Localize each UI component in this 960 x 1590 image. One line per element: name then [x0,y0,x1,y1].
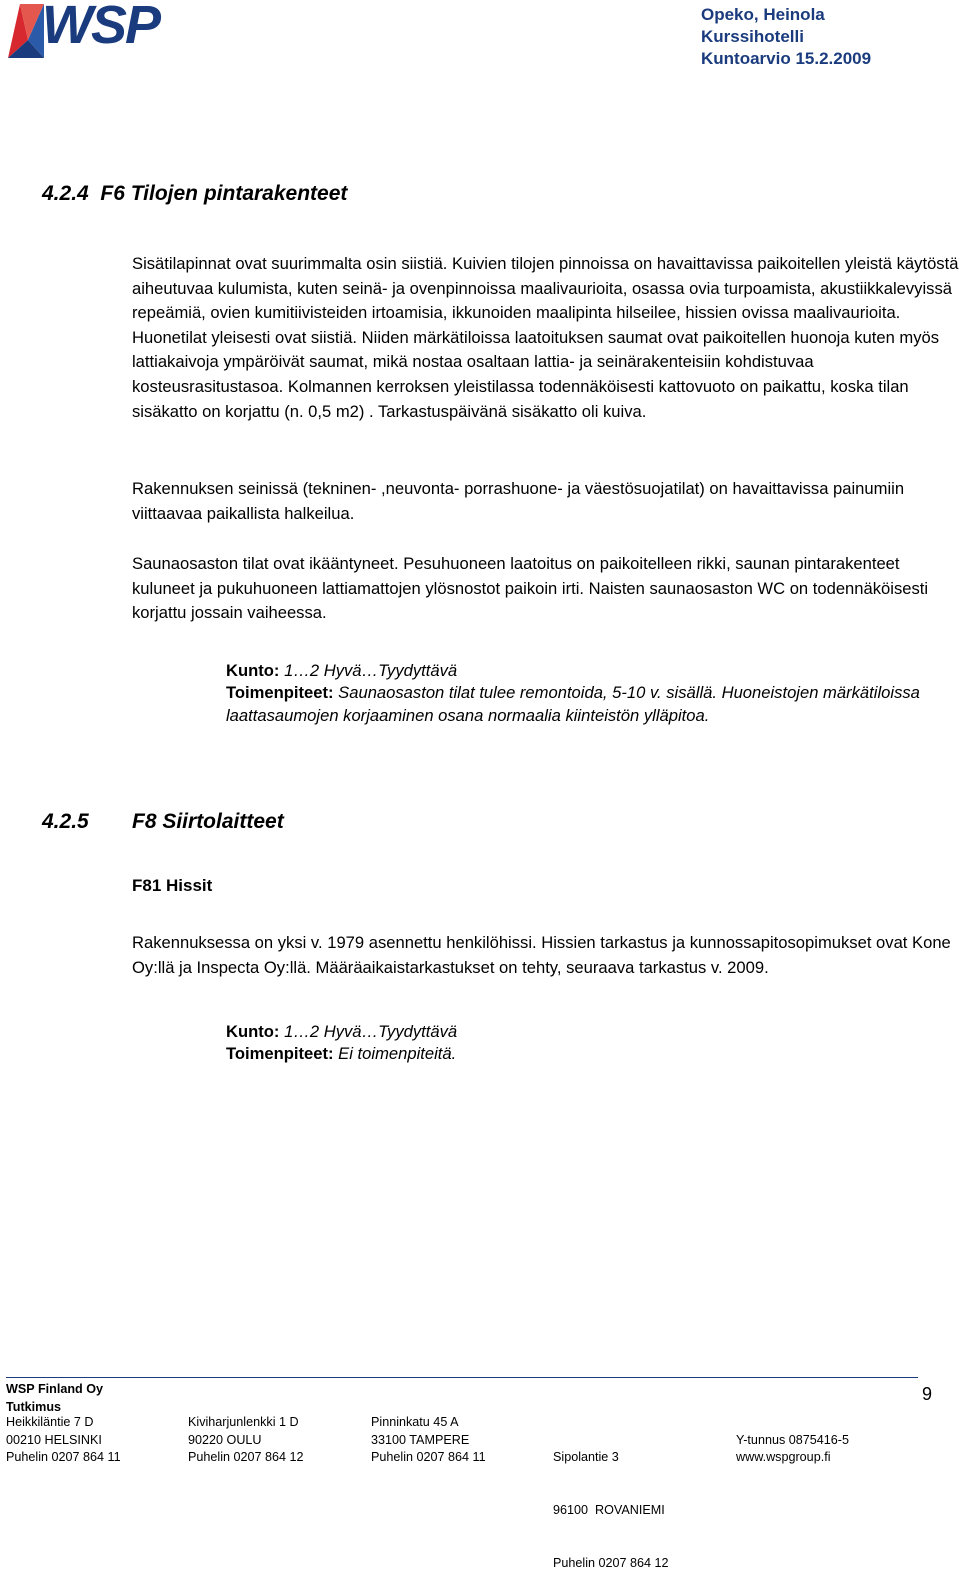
actions-line [226,1043,960,1065]
condition-value: 1…2 Hyvä…Tyydyttävä [279,661,458,680]
header-report: Kuntoarvio 15.2.2009 [701,49,872,68]
wsp-logo [6,0,202,62]
footer-company-info [736,1414,849,1467]
footer-address: Pinninkatu 45 A [371,1415,459,1429]
footer-divider [6,1377,918,1378]
footer-address: Kiviharjunlenkki 1 D [188,1415,299,1429]
actions-value: Saunaosaston tilat tulee remontoida, 5-10 v. sisällä. Huoneistojen märkätiloissa laattasaumojen korjaaminen osana normaalia kiinteistön ylläpitoa. [226,683,920,725]
header-property: Kurssihotelli [701,27,804,46]
footer-phone: Puhelin 0207 864 12 [188,1450,304,1465]
footer-phone: Puhelin 0207 864 11 [371,1450,486,1465]
footer-unit: Tutkimus [6,1399,62,1414]
actions-line [226,682,960,727]
footer-company [6,1381,103,1416]
footer-postal: 90220 OULU [188,1432,262,1447]
footer-postal: 33100 TAMPERE [371,1432,470,1447]
footer-address: Heikkiläntie 7 D [6,1415,94,1429]
condition-value: 1…2 Hyvä…Tyydyttävä [279,1022,458,1041]
footer-office-rovaniemi [553,1414,669,1590]
paragraph-walls: Rakennuksen seinissä (tekninen- ,neuvonta- porrashuone- ja väestösuojatilat) on havaittavissa painumiin viittaavaa paikallista halkeilua. [132,479,905,523]
wsp-logo-mark-icon [6,0,46,62]
condition-line [226,1021,960,1043]
header-client: Opeko, Heinola [701,5,825,24]
rating-block-4-2-5 [226,1021,960,1066]
section-number-4-2-5: 4.2.5 [42,810,89,833]
footer-business-id: Y-tunnus 0875416-5 [736,1432,849,1447]
rating-block-4-2-4 [226,660,960,727]
wsp-logo-text: WSP [42,0,160,55]
paragraph-surfaces: Sisätilapinnat ovat suurimmalta osin siistiä. Kuivien tilojen pinnoissa on havaittavissa paikoitellen yleistä käytöstä aiheutuvaa kulumista, kuten seinä- ja ovenpinnoissa maalivaurioita, osassa ovia turpoamista, akustiikkalevyissä repeämiä, ovien kumitiivisteiden irtoamisia, ikkunoiden maalipinta hilseilee, hissien ovissa maalivaurioita. Huonetilat yleisesti ovat siistiä. Niiden märkätiloissa laatoituksen saumat ovat paikoitellen huonoja kuten myös lattiakaivoja ympäröivät saumat, mikä nostaa osaltaan lattia- ja seinärakenteisiin kohdistuvaa kosteusrasitustasoa. Kolmannen kerroksen yleistilassa todennäköisesti kattovuoto on paikattu, koska tilan sisäkatto on korjattu (n. 0,5 m2) . Tarkastuspäivänä sisäkatto oli kuiva. [132,254,959,421]
actions-value: Ei toimenpiteitä. [333,1044,457,1064]
page-number: 9 [922,1384,933,1404]
paragraph-sauna: Saunaosaston tilat ovat ikääntyneet. Pesuhuoneen laatoitus on paikoitelleen rikki, saunan pintarakenteet kuluneet ja pukuhuoneen lattiamattojen ylösnostot paikoin irti. Naisten saunaosaston WC on todennäköisesti korjattu jossain vaiheessa. [132,554,929,623]
condition-label: Kunto: [226,1022,280,1041]
condition-label: Kunto: [226,661,280,680]
paragraph-elevators: Rakennuksessa on yksi v. 1979 asennettu henkilöhissi. Hissien tarkastus ja kunnossapitosopimukset ovat Kone Oy:llä ja Inspecta Oy:llä. Määräaikaistarkastukset on tehty, seuraava tarkastus v. 2009. [132,933,951,977]
footer-address: Sipolantie 3 [553,1450,619,1465]
footer-blank [736,1414,849,1432]
footer-postal: 96100 ROVANIEMI [553,1502,665,1517]
document-header [701,4,871,70]
subsection-heading-f81: F81 Hissit [132,876,213,895]
footer-office-oulu [188,1414,304,1467]
footer-phone: Puhelin 0207 864 11 [6,1450,121,1465]
footer-company-name: WSP Finland Oy [6,1382,104,1396]
condition-line [226,660,960,682]
section-heading-4-2-5: F8 Siirtolaitteet [132,810,284,833]
footer-office-tampere [371,1414,486,1467]
footer-office-helsinki [6,1414,121,1467]
footer-website: www.wspgroup.fi [736,1450,831,1465]
actions-label: Toimenpiteet: [226,683,334,703]
footer-postal: 00210 HELSINKI [6,1432,102,1447]
footer-phone: Puhelin 0207 864 12 [553,1555,669,1570]
actions-label: Toimenpiteet: [226,1044,334,1064]
section-heading-4-2-4: 4.2.4 F6 Tilojen pintarakenteet [42,182,348,205]
